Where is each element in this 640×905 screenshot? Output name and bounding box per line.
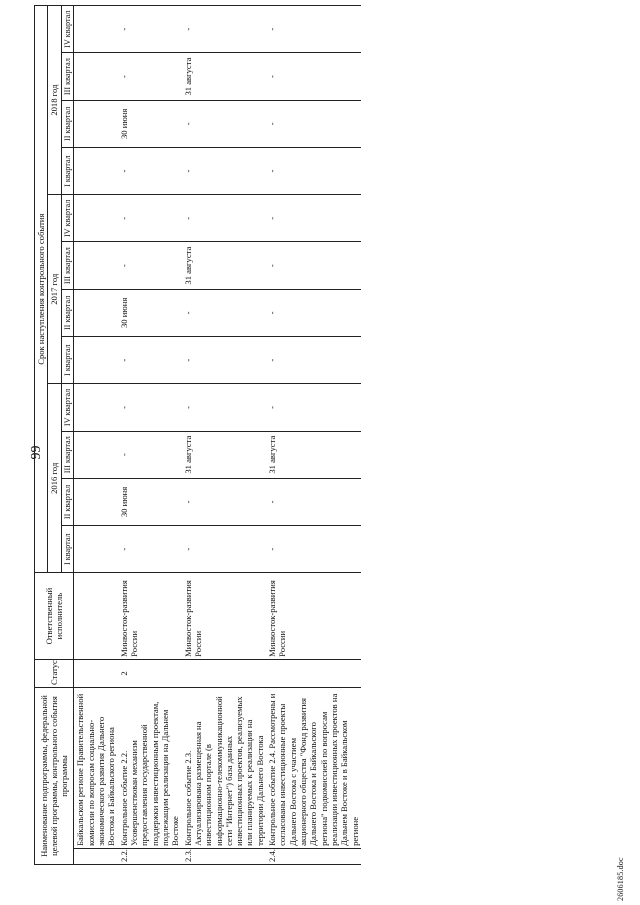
row-quarter-value: -	[266, 289, 361, 336]
header-quarter: IV квартал	[61, 195, 74, 242]
row-quarter-value: -	[266, 242, 361, 289]
row-quarter-value	[74, 53, 118, 100]
row-quarter-value: -	[266, 384, 361, 431]
row-quarter-value: -	[182, 478, 267, 525]
row-quarter-value: -	[118, 53, 182, 100]
header-quarter: IV квартал	[61, 384, 74, 431]
row-number: 2.2.	[118, 848, 182, 864]
row-quarter-value: 31 августа	[182, 431, 267, 478]
row-number	[74, 848, 118, 864]
row-quarter-value: 31 августа	[182, 53, 267, 100]
row-quarter-value: -	[266, 100, 361, 147]
row-quarter-value: -	[118, 195, 182, 242]
header-quarter: III квартал	[61, 242, 74, 289]
row-number: 2.3.	[182, 848, 267, 864]
page-number: 99	[29, 445, 44, 460]
row-quarter-value	[74, 337, 118, 384]
row-quarter-value: -	[118, 337, 182, 384]
header-year-2016: 2016 год	[48, 384, 61, 573]
row-number: 2.4.	[266, 848, 361, 864]
row-responsible: Минвосток-развития России	[118, 573, 182, 660]
row-quarter-value: -	[118, 242, 182, 289]
row-status	[182, 659, 267, 687]
row-quarter-value: 30 июня	[118, 289, 182, 336]
row-quarter-value: -	[182, 289, 267, 336]
row-quarter-value: 30 июня	[118, 100, 182, 147]
header-quarter: II квартал	[61, 478, 74, 525]
row-quarter-value	[74, 147, 118, 194]
header-quarter: I квартал	[61, 526, 74, 573]
row-quarter-value: -	[266, 53, 361, 100]
row-quarter-value: -	[266, 147, 361, 194]
row-status	[74, 659, 118, 687]
schedule-table	[34, 5, 361, 865]
document-id: 2606185.doc	[616, 857, 625, 901]
row-quarter-value: -	[266, 337, 361, 384]
row-quarter-value: -	[182, 526, 267, 573]
row-name: Контрольное событие 2.3. Актуализирована размещенная на инвестиционном портале (в информационно-телекоммуникационной сети "Интернет") база данных инвестиционных проектов, реализуемых или планируемых к реализации на территории Дальнего Востока	[182, 688, 267, 849]
table-row	[118, 6, 182, 865]
row-quarter-value: -	[182, 195, 267, 242]
header-responsible: Ответственный исполнитель	[35, 573, 74, 660]
row-quarter-value	[74, 242, 118, 289]
header-quarter: II квартал	[61, 100, 74, 147]
row-name: Контрольное событие 2.4. Рассмотрены и согласованы инвестиционные проекты Дальнего Востока с участием акционерного общества "Фонд развития Дальнего Востока и Байкальского региона" подкомиссией по вопросам реализации инвестиционных проектов на Дальнем Востоке и в Байкальском регионе	[266, 688, 361, 849]
table-row	[182, 6, 267, 865]
header-year-2018: 2018 год	[48, 6, 61, 195]
row-quarter-value	[74, 431, 118, 478]
row-quarter-value	[74, 526, 118, 573]
row-quarter-value: -	[118, 431, 182, 478]
row-quarter-value: -	[266, 195, 361, 242]
header-deadline: Срок наступления контрольного события	[35, 6, 48, 573]
row-quarter-value: -	[118, 526, 182, 573]
row-quarter-value: 30 июня	[118, 478, 182, 525]
row-name: Контрольное событие 2.2. Усовершенствован механизм предоставления государственной поддержки инвестиционным проектам, подлежащим реализации на Дальнем Востоке	[118, 688, 182, 849]
table-row	[266, 6, 361, 865]
header-quarter: II квартал	[61, 289, 74, 336]
table-row	[74, 6, 118, 865]
row-quarter-value: -	[118, 147, 182, 194]
row-responsible: Минвосток-развития России	[182, 573, 267, 660]
header-quarter: III квартал	[61, 431, 74, 478]
header-quarter: I квартал	[61, 147, 74, 194]
row-quarter-value	[74, 384, 118, 431]
row-quarter-value	[74, 6, 118, 53]
row-quarter-value: -	[182, 100, 267, 147]
row-quarter-value	[74, 195, 118, 242]
row-status: 2	[118, 659, 182, 687]
row-quarter-value: -	[182, 6, 267, 53]
header-year-2017: 2017 год	[48, 195, 61, 384]
header-quarter: I квартал	[61, 337, 74, 384]
row-name: Байкальском регионе Правительственной комиссии по вопросам социально-экономического развития Дальнего Востока и Байкальского региона	[74, 688, 118, 849]
row-quarter-value: -	[266, 526, 361, 573]
row-quarter-value	[74, 100, 118, 147]
row-quarter-value	[74, 478, 118, 525]
header-quarter: III квартал	[61, 53, 74, 100]
row-quarter-value: -	[118, 384, 182, 431]
row-quarter-value: 31 августа	[266, 431, 361, 478]
row-quarter-value: -	[118, 6, 182, 53]
row-status	[266, 659, 361, 687]
row-quarter-value: -	[182, 384, 267, 431]
row-quarter-value: 31 августа	[182, 242, 267, 289]
header-name: Наименование подпрограммы, федеральной целевой программы, контрольного события программы	[35, 688, 74, 865]
row-quarter-value: -	[182, 337, 267, 384]
row-quarter-value: -	[266, 6, 361, 53]
row-quarter-value	[74, 289, 118, 336]
row-quarter-value: -	[182, 147, 267, 194]
header-status: Статус	[35, 659, 74, 687]
row-responsible: Минвосток-развития России	[266, 573, 361, 660]
header-quarter: IV квартал	[61, 6, 74, 53]
row-responsible	[74, 573, 118, 660]
row-quarter-value: -	[266, 478, 361, 525]
